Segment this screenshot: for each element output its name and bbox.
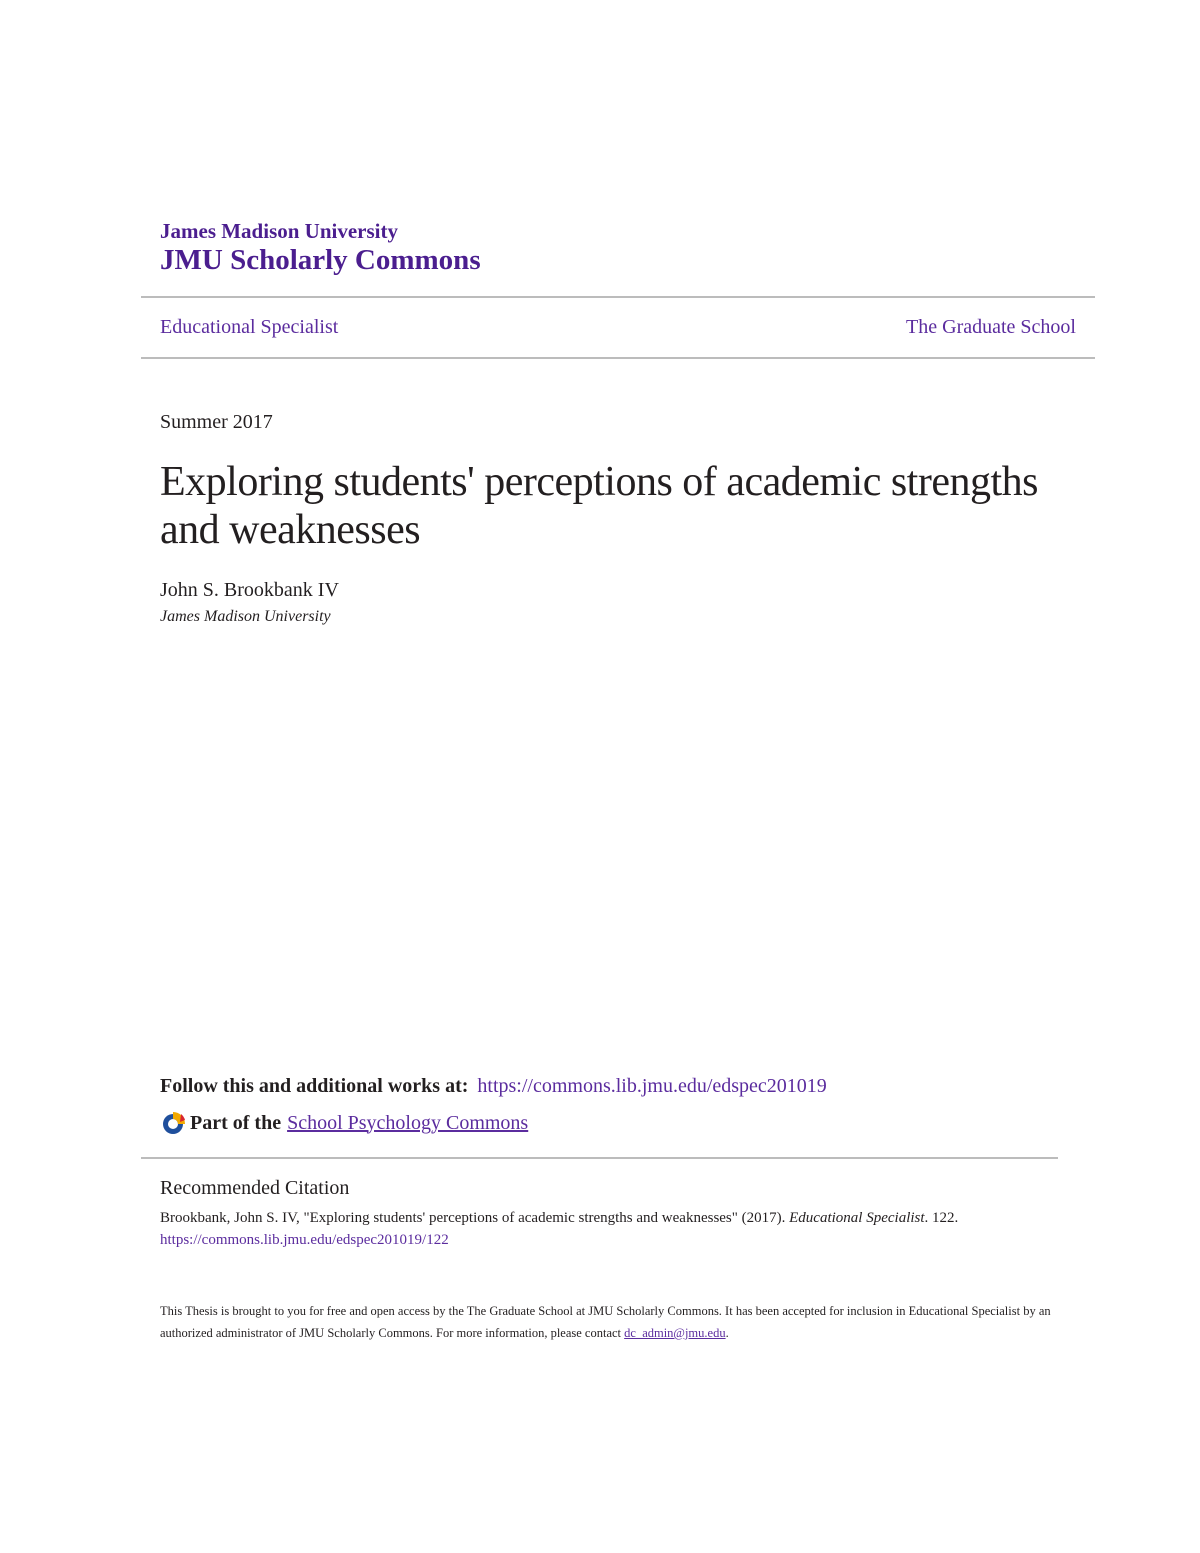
citation-number: . 122. — [924, 1210, 959, 1226]
citation-url-link[interactable]: https://commons.lib.jmu.edu/edspec201019/122 — [160, 1232, 449, 1248]
part-of-label: Part of the — [190, 1111, 282, 1134]
network-icon — [160, 1110, 186, 1136]
citation-block — [160, 1207, 1060, 1251]
citation-text: Brookbank, John S. IV, "Exploring students' perceptions of academic strengths and weaknesses" (2017). — [160, 1210, 786, 1226]
site-name[interactable]: JMU Scholarly Commons — [160, 244, 481, 276]
author-name: John S. Brookbank IV — [160, 579, 339, 601]
citation-heading: Recommended Citation — [160, 1177, 350, 1199]
access-notice — [160, 1300, 1060, 1344]
part-of-line — [160, 1110, 528, 1136]
follow-label: Follow this and additional works at: — [160, 1075, 469, 1097]
commons-link[interactable]: School Psychology Commons — [287, 1111, 529, 1134]
university-name[interactable]: James Madison University — [160, 219, 398, 243]
divider-top — [141, 296, 1095, 298]
series-link[interactable]: Educational Specialist — [160, 316, 339, 338]
citation-journal: Educational Specialist — [789, 1210, 925, 1226]
contact-email-link[interactable]: dc_admin@jmu.edu — [624, 1326, 726, 1340]
follow-url-link[interactable]: https://commons.lib.jmu.edu/edspec201019 — [477, 1075, 827, 1097]
notice-end: . — [725, 1326, 729, 1340]
notice-text: This Thesis is brought to you for free and open access by the The Graduate School at JMU Scholarly Commons. It has been accepted for inclusion in Educational Specialist by an authorized administrator of JMU Scholarly Commons. For more information, please contact — [160, 1304, 1051, 1340]
follow-line — [160, 1075, 827, 1098]
paper-title: Exploring students' perceptions of academic strengths and weaknesses — [160, 459, 1038, 553]
school-link[interactable]: The Graduate School — [906, 316, 1076, 338]
publication-date: Summer 2017 — [160, 411, 273, 433]
author-affiliation: James Madison University — [160, 608, 331, 625]
divider-middle — [141, 357, 1095, 359]
divider-bottom — [141, 1157, 1058, 1159]
